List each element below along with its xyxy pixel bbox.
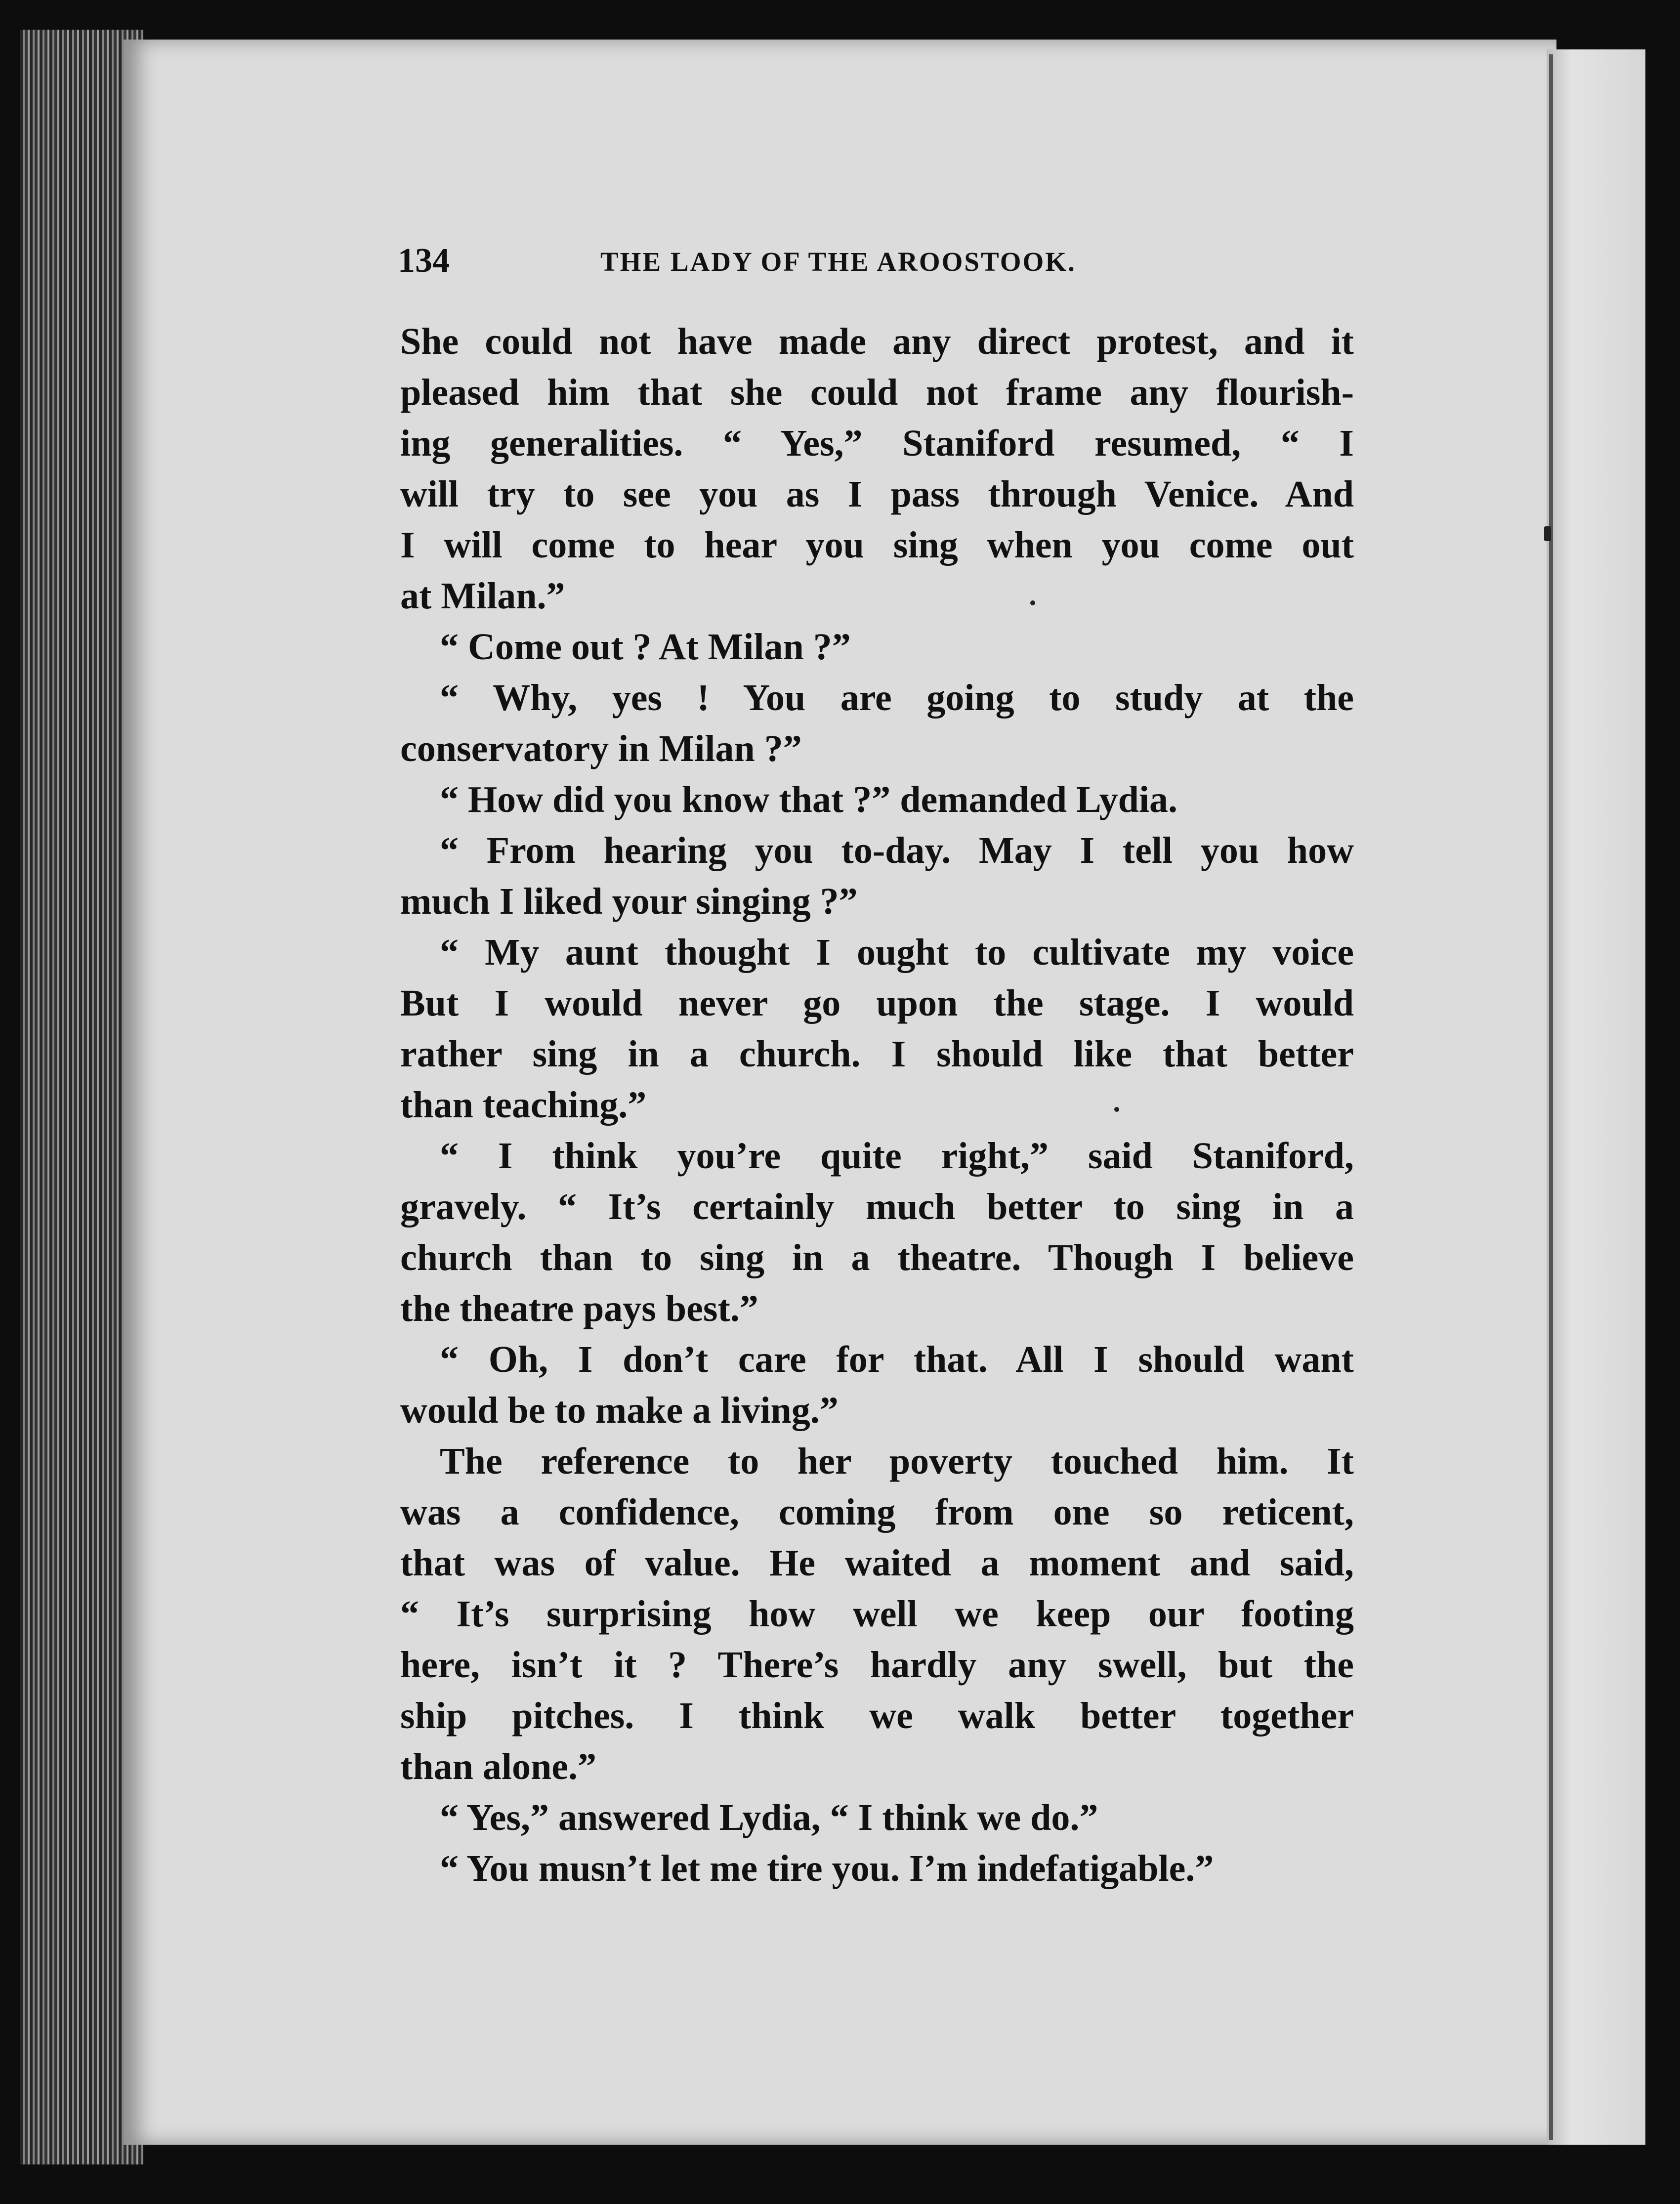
scan-speck xyxy=(1544,526,1551,541)
running-title: THE LADY OF THE AROOSTOOK. xyxy=(600,247,1076,277)
text-line: rather sing in a church. I should like that better xyxy=(400,1033,1354,1075)
page-number: 134 xyxy=(398,242,450,280)
text-line: “ Yes,” answered Lydia, “ I think we do.” xyxy=(440,1797,1098,1838)
text-line: at Milan.” xyxy=(400,575,565,617)
text-line: “ You musn’t let me tire you. I’m indefatigable.” xyxy=(440,1848,1214,1889)
text-line: would be to make a living.” xyxy=(400,1390,839,1431)
text-line: gravely. “ It’s certainly much better to sing in a xyxy=(400,1186,1354,1228)
text-line: the theatre pays best.” xyxy=(400,1288,758,1329)
scan-speck xyxy=(1030,600,1035,605)
text-line: But I would never go upon the stage. I would xyxy=(400,982,1354,1024)
text-line: was a confidence, coming from one so reticent, xyxy=(400,1491,1354,1533)
text-line: “ I think you’re quite right,” said Staniford, xyxy=(440,1135,1354,1177)
text-line: “ How did you know that ?” demanded Lydia. xyxy=(440,779,1177,820)
text-line: I will come to hear you sing when you come out xyxy=(400,524,1354,566)
text-line: conservatory in Milan ?” xyxy=(400,728,802,769)
gutter-shadow-line xyxy=(1549,54,1553,2140)
text-line: “ Oh, I don’t care for that. All I should want xyxy=(440,1339,1354,1380)
text-line: The reference to her poverty touched him. It xyxy=(440,1441,1354,1482)
text-line: than alone.” xyxy=(400,1746,596,1787)
text-line: church than to sing in a theatre. Though I believe xyxy=(400,1237,1354,1278)
text-line: much I liked your singing ?” xyxy=(400,881,858,922)
text-line: will try to see you as I pass through Venice. And xyxy=(400,473,1354,515)
text-line: pleased him that she could not frame any flourish- xyxy=(400,372,1354,413)
text-line: She could not have made any direct protest, and it xyxy=(400,321,1354,362)
text-line: ship pitches. I think we walk better together xyxy=(400,1695,1354,1737)
scan-speck xyxy=(1114,1107,1119,1112)
text-line: “ My aunt thought I ought to cultivate my voice xyxy=(440,932,1354,973)
text-line: than teaching.” xyxy=(400,1084,647,1126)
text-line: “ Come out ? At Milan ?” xyxy=(440,626,851,668)
text-line: ing generalities. “ Yes,” Staniford resumed, “ I xyxy=(400,423,1354,464)
text-line: here, isn’t it ? There’s hardly any swell, but the xyxy=(400,1644,1354,1686)
text-line: “ From hearing you to-day. May I tell you how xyxy=(440,830,1354,871)
text-line: “ It’s surprising how well we keep our footing xyxy=(400,1593,1354,1635)
text-line: “ Why, yes ! You are going to study at the xyxy=(440,677,1354,719)
facing-page-gutter xyxy=(1547,49,1645,2145)
text-line: that was of value. He waited a moment and said, xyxy=(400,1542,1354,1584)
body-text xyxy=(400,316,1354,1894)
